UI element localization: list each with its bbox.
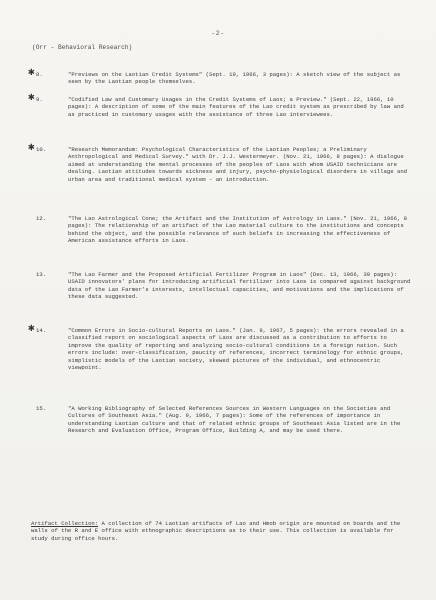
star-annotation-icon: ✱ bbox=[28, 323, 35, 335]
entry-number: 14. bbox=[36, 327, 47, 334]
bibliography-entry bbox=[28, 67, 412, 86]
entry-text: "Codified Law and Customary Usages in the Credit Systems of Laos; a Preview." (Sept. 22, 1966, 10 pages): A description of some of the main features of the Lao credit system as prescribed by law and as practiced in customary usages with the assistance of three Lao interviewees. bbox=[68, 96, 404, 118]
entry-number: 13. bbox=[36, 271, 47, 278]
bibliography-entry bbox=[36, 271, 412, 301]
bibliography-entry bbox=[36, 215, 412, 245]
entry-number: 12. bbox=[36, 215, 47, 222]
star-annotation-icon: ✱ bbox=[28, 142, 35, 154]
star-annotation-icon: ✱ bbox=[28, 67, 35, 79]
entry-text: "Previews on the Laotian Credit Systems" (Sept. 19, 1966, 3 pages): A sketch view of the subject as seen by the Laotian people themselves. bbox=[68, 71, 401, 86]
artifact-collection-paragraph bbox=[31, 520, 413, 542]
artifact-collection-heading: Artifact Collection: bbox=[31, 520, 99, 527]
page-number: -2- bbox=[211, 30, 225, 37]
section-heading: (Orr - Behavioral Research) bbox=[32, 44, 133, 51]
bibliography-entry bbox=[28, 92, 412, 118]
bibliography-entry bbox=[36, 405, 412, 435]
entry-number: 9. bbox=[36, 96, 43, 103]
entry-text: "Common Errors in Socio-cultural Reports on Laos." (Jan. 9, 1967, 5 pages): the errors revealed in a classified report on sociological aspects of Laos are discussed as a contribution to efforts to improve the quality of reporting and analyzing socio-cultural conditions in a foreign nation. Such errors include: over-classification, paucity of references, incorrect terminology for ethnic groups, simplistic models of the Laotian society, skewed pictures of the individual, and ethnocentric viewpoint. bbox=[68, 327, 404, 372]
bibliography-entry bbox=[28, 142, 412, 183]
entry-text: "A Working Bibliography of Selected References Sources in Western Languages on the Societies and Cultures of Southeast Asia." (Aug. 9, 1966, 7 pages): Some of the references of importance in understanding Laotian culture and that of related ethnic groups of Southeast Asia listed are in the Research and Evaluation Office, Program Office, Building A, and may be used there. bbox=[68, 405, 401, 435]
artifact-collection-text: A collection of 74 Laotian artifacts of Lao and Hmob origin are mounted on boards and the walls of the R and E office with ethnographic descriptions as to their use. This collection is available for study during office hours. bbox=[31, 520, 401, 542]
entry-text: "The Lao Farmer and the Proposed Artificial Fertilizer Program in Laos" (Dec. 13, 1966, 30 pages): USAID innovators' plans for introducing artificial fertilizer into Laos is compared against background data of the Lao Farmer's interests, intellectual capacities, and motivations and the implications of these data suggested. bbox=[68, 271, 411, 301]
bibliography-entry bbox=[28, 323, 412, 372]
entry-number: 10. bbox=[36, 146, 47, 153]
entry-number: 8. bbox=[36, 71, 43, 78]
star-annotation-icon: ✱ bbox=[28, 92, 35, 104]
entry-text: "The Lao Astrological Cone; the Artifact and the Institution of Astrology in Laos." (Nov. 21, 1966, 8 pages): The relationship of an artifact of the Lao material culture to the institutions and concepts behind the object, and the possible relevance of such beliefs in increasing the effectiveness of American assistance efforts in Laos. bbox=[68, 215, 408, 245]
entry-text: "Research Memorandum: Psychological Characteristics of the Laotian Peoples; a Preliminary Anthropological and Medical Survey." with Dr. J.J. Westermeyer. (Nov. 21, 1966, 8 pages): A dialogue aimed at understanding the mental processes of the peoples of Laos with whom USAID technicians are dealing. Laotian attitudes towards sickness and injury, psycho-physiological disorders in village and urban area and traditional medical system - an introduction. bbox=[68, 146, 408, 183]
entry-number: 15. bbox=[36, 405, 47, 412]
